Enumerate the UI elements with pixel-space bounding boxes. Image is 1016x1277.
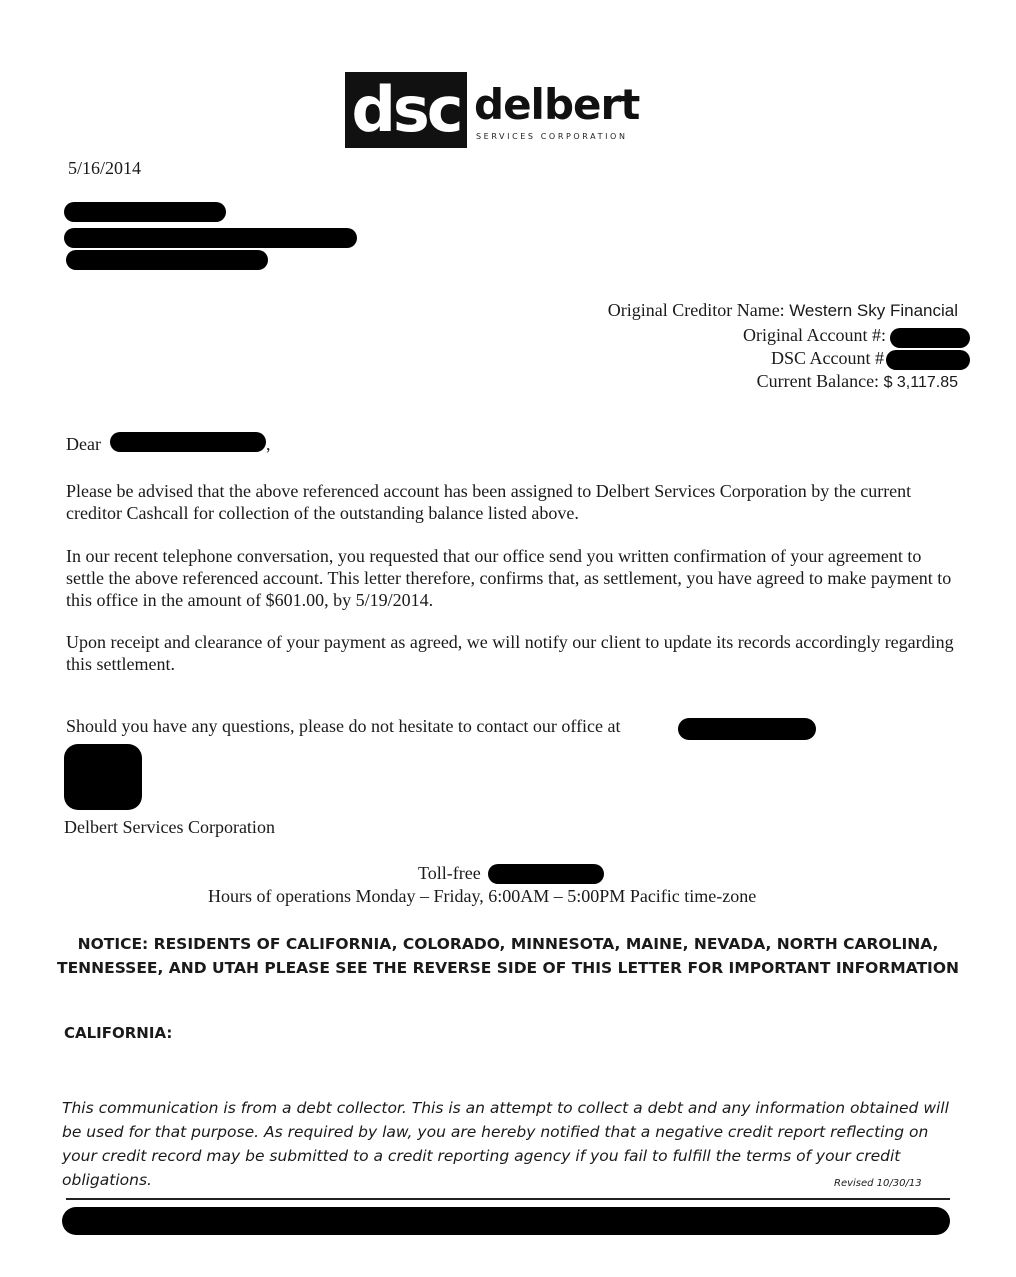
original-creditor-value: Western Sky Financial: [789, 301, 958, 320]
hours-of-operation: Hours of operations Monday – Friday, 6:00AM – 5:00PM Pacific time-zone: [208, 886, 757, 906]
redacted-recipient-salutation: [110, 432, 266, 452]
redacted-signature: [64, 744, 142, 810]
redacted-dsc-account: [886, 350, 970, 370]
logo-mark: dsc: [351, 73, 461, 146]
signature-company: Delbert Services Corporation: [64, 817, 275, 837]
paragraph-questions: Should you have any questions, please do not hesitate to contact our office at: [66, 716, 621, 736]
revised-date: Revised 10/30/13: [834, 1178, 922, 1189]
redacted-footer: [62, 1207, 950, 1235]
paragraph-assignment: Please be advised that the above referenced account has been assigned to Delbert Services Corporation by the current creditor Cashcall for collection of the outstanding balance listed above.: [66, 481, 912, 523]
redacted-recipient-city: [66, 250, 268, 270]
redacted-toll-free-number: [488, 864, 604, 884]
original-account-label: Original Account #:: [743, 325, 886, 345]
state-residents-notice: [40, 932, 976, 980]
dsc-account-label: DSC Account #: [770, 348, 884, 368]
logo-wordmark: delbert: [474, 80, 640, 129]
salutation-prefix: Dear: [66, 434, 101, 454]
original-creditor-label: Original Creditor Name:: [607, 300, 785, 320]
redacted-phone-number: [678, 718, 816, 740]
paragraph-settlement: In our recent telephone conversation, you requested that our office send you written confirmation of your agreement to settle the above referenced account. This letter therefore, confirms that, as settlement, you have agreed to make payment to this office in the amount of $601.00, by 5/19/2014.: [66, 546, 952, 610]
salutation-suffix: ,: [266, 434, 271, 454]
current-balance-label: Current Balance:: [756, 371, 880, 391]
paragraph-notification: Upon receipt and clearance of your payment as agreed, we will notify our client to update its records accordingly regarding this settlement.: [66, 632, 954, 674]
california-disclaimer: This communication is from a debt collector. This is an attempt to collect a debt and any information obtained will be used for that purpose. As required by law, you are hereby notified that a negative credit report reflecting on your credit record may be submitted to a credit reporting agency if you fail to fulfill the terms of your credit obligations.: [62, 1099, 949, 1189]
logo-tagline: SERVICES CORPORATION: [476, 132, 628, 141]
notice-line-2: TENNESSEE, AND UTAH PLEASE SEE THE REVERSE SIDE OF THIS LETTER FOR IMPORTANT INFORMATION: [57, 959, 959, 977]
redacted-recipient-name: [64, 202, 226, 222]
footer-rule: [66, 1198, 950, 1200]
toll-free-label: Toll-free: [418, 863, 481, 883]
notice-line-1: NOTICE: RESIDENTS OF CALIFORNIA, COLORADO, MINNESOTA, MAINE, NEVADA, NORTH CAROLINA,: [77, 935, 939, 953]
redacted-original-account: [890, 328, 970, 348]
california-heading: CALIFORNIA:: [64, 1024, 173, 1042]
current-balance-value: $ 3,117.85: [883, 374, 958, 391]
original-creditor-line: [608, 299, 958, 322]
current-balance-line: [757, 370, 958, 394]
redacted-recipient-street: [64, 228, 357, 248]
letter-date: 5/16/2014: [68, 158, 142, 178]
